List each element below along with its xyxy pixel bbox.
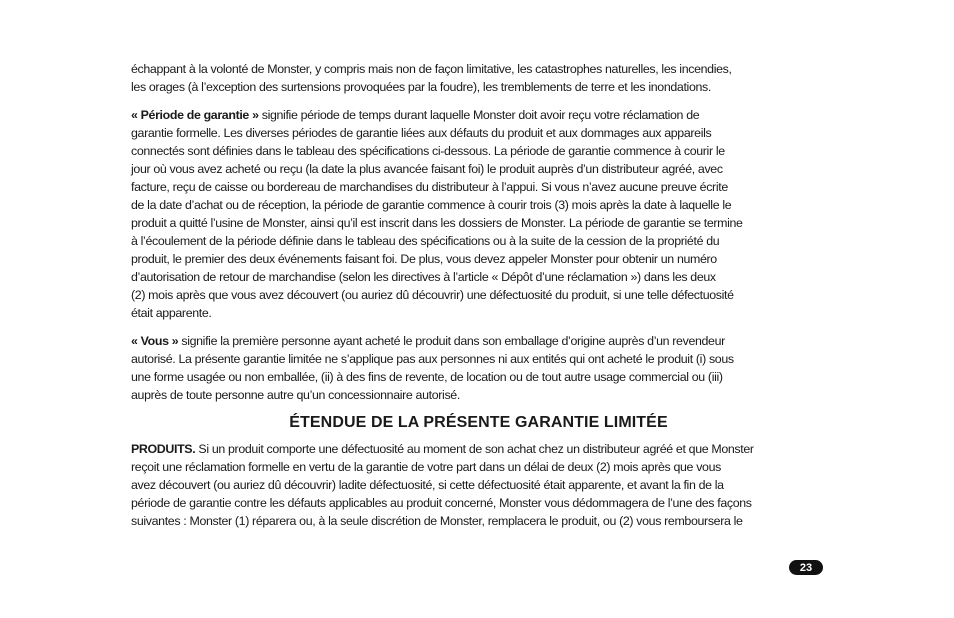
intro-paragraph — [131, 60, 826, 96]
term-you: « Vous » — [131, 334, 179, 348]
text-line: suivantes : Monster (1) réparera ou, à la seule discrétion de Monster, remplacera le produit, ou (2) vous remboursera le — [131, 514, 743, 528]
term-warranty-period: « Période de garantie » — [131, 108, 259, 122]
text-line: (2) mois après que vous avez découvert (ou auriez dû découvrir) une défectuosité du produit, si une telle défectuosité — [131, 288, 734, 302]
text-line — [131, 332, 826, 350]
text-line: de la date d’achat ou de réception, la période de garantie commence à courir trois (3) mois après la date à laquelle le — [131, 198, 732, 212]
warranty-period-paragraph — [131, 106, 826, 322]
text-line: produit, le premier des deux événements faisant foi. De plus, vous devez appeler Monster pour obtenir un numéro — [131, 252, 717, 266]
products-paragraph — [131, 440, 826, 530]
page-number-badge: 23 — [789, 560, 823, 575]
text-line — [131, 106, 826, 124]
definition-text: Si un produit comporte une défectuosité au moment de son achat chez un distributeur agréé et que Monster — [195, 442, 754, 456]
text-line: à l’écoulement de la période définie dans le tableau des spécifications ou à la suite de la cession de la propriété du — [131, 234, 720, 248]
text-line: une forme usagée ou non emballée, (ii) à des fins de revente, de location ou de tout autre usage commercial ou (iii) — [131, 370, 723, 384]
text-line: d’autorisation de retour de marchandise (selon les directives à l’article « Dépôt d’une réclamation ») dans les deux — [131, 270, 716, 284]
text-line: période de garantie contre les défauts applicables au produit concerné, Monster vous dédommagera de l’une des façons — [131, 496, 752, 510]
text-line: avez découvert (ou auriez dû découvrir) ladite défectuosité, si cette défectuosité était apparente, et avant la fin de la — [131, 478, 724, 492]
text-line: facture, reçu de caisse ou bordereau de marchandises du distributeur à l’appui. Si vous n’avez aucune preuve écrite — [131, 180, 728, 194]
text-line: échappant à la volonté de Monster, y compris mais non de façon limitative, les catastrophes naturelles, les incendies, — [131, 62, 732, 76]
document-page — [131, 60, 826, 530]
text-line — [131, 440, 826, 458]
section-heading: ÉTENDUE DE LA PRÉSENTE GARANTIE LIMITÉE — [289, 414, 668, 431]
text-line: les orages (à l’exception des surtensions provoquées par la foudre), les tremblements de terre et les inondations. — [131, 80, 711, 94]
term-products: PRODUITS. — [131, 442, 196, 456]
definition-text: signifie période de temps durant laquelle Monster doit avoir reçu votre réclamation de — [258, 108, 700, 122]
definition-text: signifie la première personne ayant acheté le produit dans son emballage d’origine auprès d’un revendeur — [178, 334, 725, 348]
text-line: garantie formelle. Les diverses périodes de garantie liées aux défauts du produit et aux dommages aux appareils — [131, 126, 712, 140]
text-line: autorisé. La présente garantie limitée ne s’applique pas aux personnes ni aux entités qui ont acheté le produit (i) sous — [131, 352, 734, 366]
text-line: connectés sont définies dans le tableau des spécifications ci-dessous. La période de garantie commence à courir le — [131, 144, 725, 158]
text-line: produit a quitté l’usine de Monster, ainsi qu’il est inscrit dans les dossiers de Monster. La période de garantie se termine — [131, 216, 743, 230]
text-line: était apparente. — [131, 306, 212, 320]
text-line: jour où vous avez acheté ou reçu (la date la plus avancée faisant foi) le produit auprès d’un distributeur agréé, avec — [131, 162, 723, 176]
text-line: reçoit une réclamation formelle en vertu de la garantie de votre part dans un délai de deux (2) mois après que vous — [131, 460, 721, 474]
text-line: auprès de toute personne autre qu’un concessionnaire autorisé. — [131, 388, 460, 402]
you-paragraph — [131, 332, 826, 404]
